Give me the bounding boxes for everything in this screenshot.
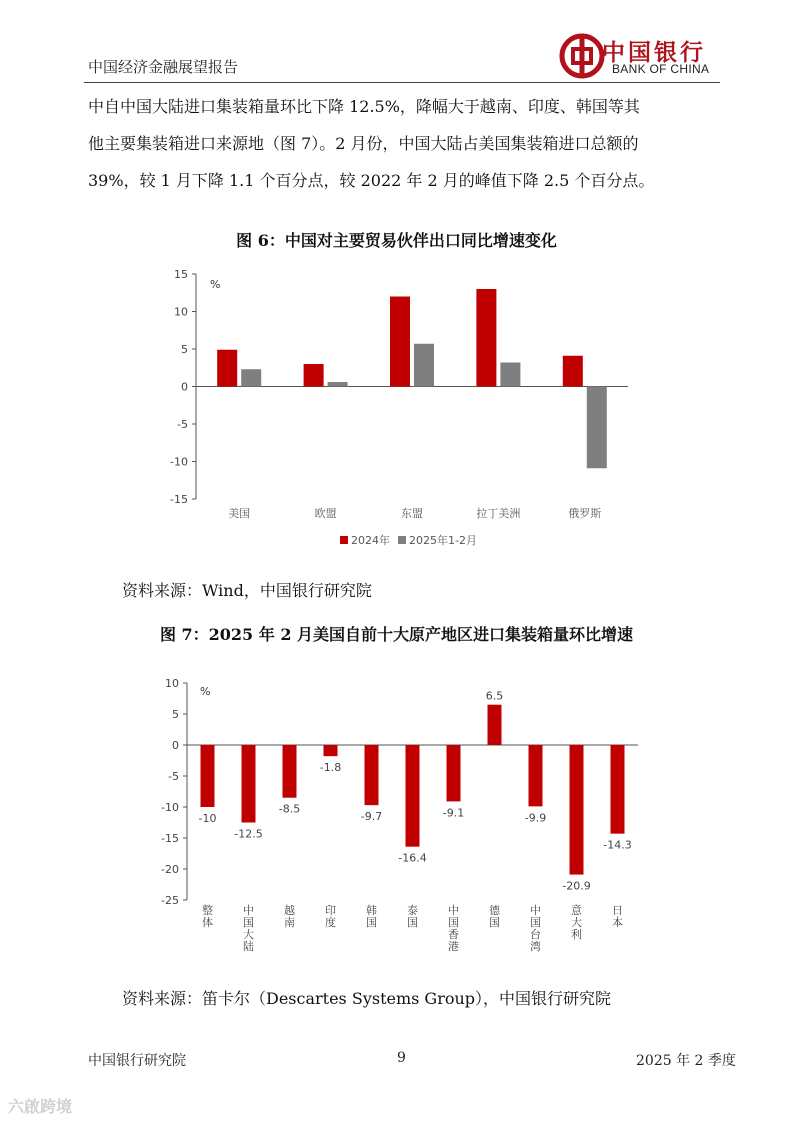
fig6-category-label: 欧盟 — [314, 507, 337, 520]
fig7-category-label-char: 利 — [571, 928, 582, 941]
report-title: 中国经济金融展望报告 — [88, 58, 239, 76]
fig7-data-label: -9.7 — [360, 810, 383, 824]
footer-org: 中国银行研究院 — [88, 1053, 186, 1069]
fig6-bar — [563, 356, 583, 387]
fig6-y-tick-label: -5 — [177, 418, 188, 431]
fig7-bar — [201, 745, 215, 807]
fig7-category-label-char: 国 — [407, 916, 418, 929]
fig7-data-label: -14.3 — [603, 838, 632, 852]
header-divider — [84, 82, 720, 83]
fig6-y-tick-label: -15 — [170, 493, 188, 506]
fig6-y-tick-label: 5 — [181, 343, 188, 356]
body-line-2: 他主要集装箱进口来源地（图 7）。2 月份，中国大陆占美国集装箱进口总额的 — [88, 134, 639, 153]
fig7-bar — [406, 745, 420, 847]
watermark: 六啟跨境 — [8, 1097, 73, 1116]
fig6-bar — [241, 369, 261, 386]
figure-6-chart — [0, 255, 793, 565]
fig6-bar — [476, 289, 496, 387]
fig6-category-label: 拉丁美洲 — [476, 507, 521, 520]
fig7-category-label-char: 越 — [284, 904, 295, 917]
fig7-data-label: -9.9 — [524, 811, 547, 825]
fig6-y-tick-label: 10 — [174, 305, 188, 319]
fig7-category-label-char: 香 — [448, 928, 459, 941]
figure-7-source: 资料来源：笛卡尔（Descartes Systems Group），中国银行研究院 — [122, 989, 612, 1008]
fig7-category-label-char: 本 — [612, 916, 623, 929]
fig7-bar — [283, 745, 297, 798]
figure-6-source: 资料来源：Wind，中国银行研究院 — [122, 581, 372, 600]
fig6-category-label: 东盟 — [401, 507, 423, 520]
fig7-y-tick-label: -25 — [161, 894, 179, 907]
fig7-data-label: -20.9 — [562, 879, 591, 893]
fig7-data-label: -1.8 — [319, 761, 342, 775]
fig7-y-tick-label: -10 — [161, 801, 179, 814]
fig6-category-label: 俄罗斯 — [568, 507, 602, 520]
fig7-category-label-char: 陆 — [243, 940, 254, 953]
footer-period: 2025 年 2 季度 — [636, 1053, 736, 1069]
fig7-unit-label: % — [200, 685, 211, 698]
fig7-category-label-char: 体 — [202, 916, 213, 929]
fig7-category-label-char: 泰 — [407, 904, 418, 917]
fig7-category-label-char: 国 — [530, 916, 541, 929]
fig7-category-label-char: 湾 — [530, 940, 541, 953]
fig6-bar — [328, 382, 348, 387]
logo-bar-icon — [580, 35, 585, 77]
fig7-bar — [365, 745, 379, 805]
figure-7-chart — [0, 668, 793, 968]
fig7-category-label-char: 国 — [243, 916, 254, 929]
page-number: 9 — [397, 1050, 406, 1066]
fig6-y-tick-label: 15 — [174, 268, 188, 281]
fig7-bar — [242, 745, 256, 823]
fig6-bar — [587, 387, 607, 469]
fig7-category-label-char: 中 — [243, 904, 254, 917]
fig7-category-label-char: 台 — [530, 928, 541, 941]
fig6-legend-label: 2025年1-2月 — [409, 534, 477, 547]
fig6-y-tick-label: -10 — [170, 455, 188, 469]
fig7-category-label-char: 度 — [325, 916, 336, 929]
fig7-category-label-char: 韩 — [366, 904, 377, 917]
fig7-data-label: -16.4 — [398, 851, 427, 865]
fig6-bar — [390, 297, 410, 387]
fig7-y-tick-label: 10 — [165, 677, 179, 690]
fig7-y-tick-label: 5 — [172, 708, 179, 721]
fig7-category-label-char: 国 — [448, 916, 459, 929]
fig7-y-tick-label: -15 — [161, 832, 179, 845]
fig7-bar — [529, 745, 543, 806]
fig7-bar — [570, 745, 584, 875]
body-line-1: 中自中国大陆进口集装箱量环比下降 12.5%，降幅大于越南、印度、韩国等其 — [88, 97, 640, 116]
body-line-3: 39%，较 1 月下降 1.1 个百分点，较 2022 年 2 月的峰值下降 2.5 个百分点。 — [88, 171, 655, 190]
fig7-category-label-char: 国 — [489, 916, 500, 929]
fig7-category-label-char: 日 — [612, 904, 623, 917]
fig7-y-tick-label: 0 — [172, 739, 179, 752]
fig6-category-label: 美国 — [228, 507, 251, 520]
fig6-unit-label: % — [210, 278, 221, 291]
logo-chinese-name: 中国银行 — [602, 39, 706, 66]
fig6-bar — [500, 363, 520, 387]
fig7-y-tick-label: -20 — [161, 863, 179, 876]
fig7-data-label: -9.1 — [442, 806, 465, 820]
figure-6-title: 图 6：中国对主要贸易伙伴出口同比增速变化 — [236, 231, 557, 250]
fig6-legend-label: 2024年 — [351, 534, 390, 547]
figure-7-title: 图 7：2025 年 2 月美国自前十大原产地区进口集装箱量环比增速 — [159, 625, 634, 644]
fig6-legend-swatch — [398, 536, 406, 544]
fig7-category-label-char: 意 — [571, 904, 582, 917]
fig7-category-label-char: 中 — [530, 904, 541, 917]
fig7-category-label-char: 整 — [202, 904, 213, 917]
fig7-data-label: -10 — [198, 812, 217, 825]
fig7-bar — [447, 745, 461, 801]
fig7-data-label: 6.5 — [485, 689, 504, 703]
fig7-bar — [488, 705, 502, 745]
fig6-bar — [414, 344, 434, 387]
logo-english-name: BANK OF CHINA — [612, 62, 710, 76]
fig7-data-label: -8.5 — [278, 802, 301, 816]
fig7-y-tick-label: -5 — [168, 770, 179, 783]
fig7-bar — [611, 745, 625, 834]
fig7-bar — [324, 745, 338, 756]
fig7-category-label-char: 国 — [366, 916, 377, 929]
fig7-category-label-char: 德 — [489, 904, 500, 917]
fig7-category-label-char: 印 — [325, 904, 336, 917]
fig7-category-label-char: 中 — [448, 904, 459, 917]
fig7-category-label-char: 大 — [243, 928, 254, 941]
fig6-bar — [217, 350, 237, 387]
fig7-category-label-char: 大 — [571, 916, 582, 929]
fig7-category-label-char: 南 — [284, 916, 295, 929]
fig6-bar — [304, 364, 324, 387]
fig6-legend-swatch — [340, 536, 348, 544]
fig7-data-label: -12.5 — [234, 827, 263, 841]
fig6-y-tick-label: 0 — [181, 380, 188, 394]
fig7-category-label-char: 港 — [448, 940, 459, 953]
